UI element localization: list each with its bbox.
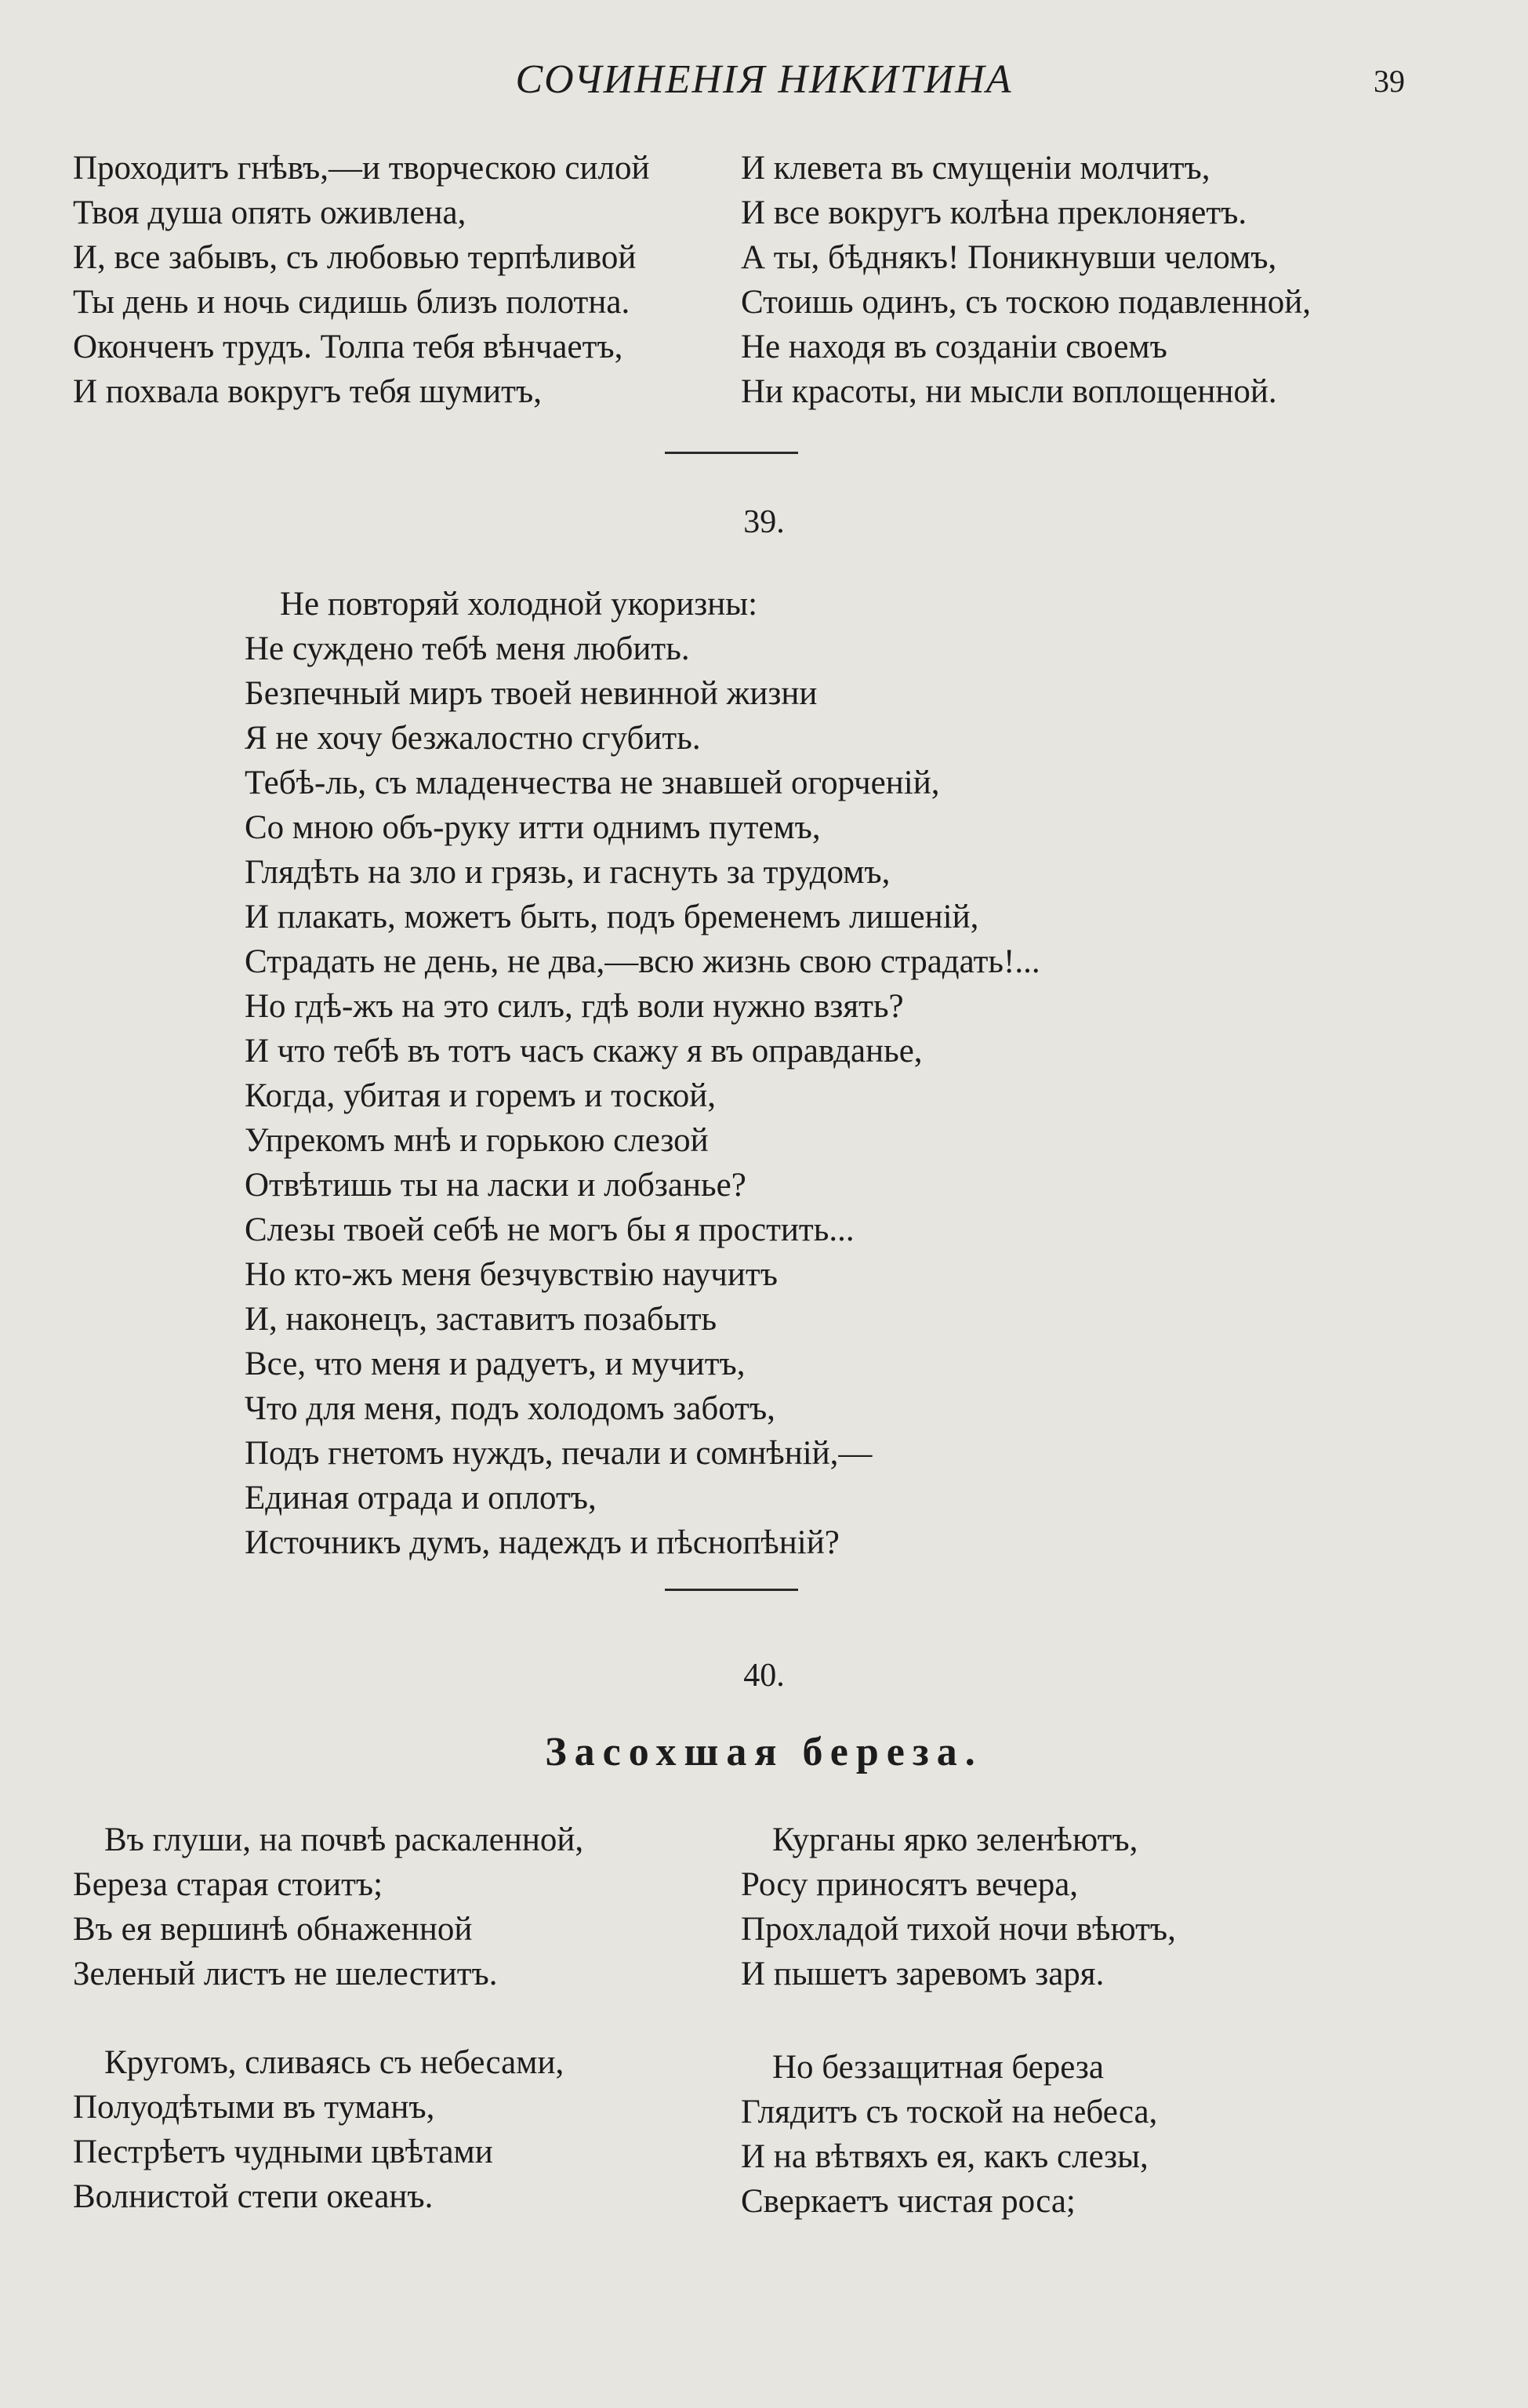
verse-line: Я не хочу безжалостно сгубить. <box>245 720 701 757</box>
verse-line: Безпечный миръ твоей невинной жизни <box>245 675 818 712</box>
poem-39-number: 39. <box>743 504 785 540</box>
verse-line: Полуодѣтыми въ туманъ, <box>73 2089 435 2126</box>
verse-line: Въ ея вершинѣ обнаженной <box>73 1911 473 1948</box>
verse-line: И клевета въ смущеніи молчитъ, <box>741 150 1210 187</box>
verse-line: Подъ гнетомъ нуждъ, печали и сомнѣній,— <box>245 1435 873 1472</box>
verse-line: А ты, бѣднякъ! Поникнувши челомъ, <box>741 239 1277 276</box>
verse-line: Слезы твоей себѣ не могъ бы я простить... <box>245 1211 855 1248</box>
verse-line: Въ глуши, на почвѣ раскаленной, <box>104 1821 584 1858</box>
verse-line: Росу приносятъ вечера, <box>741 1866 1079 1903</box>
verse-line: И, наконецъ, заставитъ позабыть <box>245 1301 717 1338</box>
poem-40-stanza-1 <box>73 1818 583 1996</box>
verse-line: Твоя душа опять оживлена, <box>73 194 466 231</box>
verse-line: И все вокругъ колѣна преклоняетъ. <box>741 194 1247 231</box>
verse-line: Но гдѣ-жъ на это силъ, гдѣ воли нужно взять? <box>245 988 904 1025</box>
poem-38-left-column <box>73 146 650 414</box>
page-number: 39 <box>1374 64 1405 99</box>
verse-line: Волнистой степи океанъ. <box>73 2178 434 2215</box>
verse-line: Глядитъ съ тоской на небеса, <box>741 2094 1158 2130</box>
verse-line: И, все забывъ, съ любовью терпѣливой <box>73 239 637 276</box>
verse-line: И что тебѣ въ тотъ часъ скажу я въ оправданье, <box>245 1033 923 1070</box>
verse-line: Глядѣть на зло и грязь, и гаснуть за трудомъ, <box>245 854 891 891</box>
section-divider <box>665 1589 798 1591</box>
verse-line: Зеленый листъ не шелеститъ. <box>73 1956 498 1992</box>
verse-line: Кругомъ, сливаясь съ небесами, <box>104 2044 564 2081</box>
verse-line: Сверкаетъ чистая роса; <box>741 2183 1076 2220</box>
verse-line: Тебѣ-ль, съ младенчества не знавшей огорченій, <box>245 765 940 801</box>
verse-line: Прохладой тихой ночи вѣютъ, <box>741 1911 1176 1948</box>
verse-line: Упрекомъ мнѣ и горькою слезой <box>245 1122 709 1159</box>
verse-line: Но кто-жъ меня безчувствію научитъ <box>245 1256 778 1293</box>
verse-line: Со мною объ-руку итти однимъ путемъ, <box>245 809 821 846</box>
running-title: СОЧИНЕНІЯ НИКИТИНА <box>515 57 1013 102</box>
verse-line: Оконченъ трудъ. Толпа тебя вѣнчаетъ, <box>73 329 623 365</box>
verse-line: Единая отрада и оплотъ, <box>245 1480 597 1516</box>
verse-line: Не повторяй холодной укоризны: <box>280 586 758 623</box>
verse-line: Все, что меня и радуетъ, и мучитъ, <box>245 1346 746 1382</box>
poem-40-stanza-3 <box>741 1818 1176 1996</box>
poem-40-number: 40. <box>743 1658 785 1694</box>
verse-line: Курганы ярко зеленѣютъ, <box>772 1821 1138 1858</box>
verse-line: И плакать, можетъ быть, подъ бременемъ лишеній, <box>245 899 979 935</box>
verse-line: Что для меня, подъ холодомъ заботъ, <box>245 1390 775 1427</box>
verse-line: И пышетъ заревомъ заря. <box>741 1956 1105 1992</box>
verse-line: Ни красоты, ни мысли воплощенной. <box>741 373 1277 410</box>
verse-line: Когда, убитая и горемъ и тоской, <box>245 1077 716 1114</box>
verse-line: Ты день и ночь сидишь близъ полотна. <box>73 284 630 321</box>
verse-line: Пестрѣетъ чудными цвѣтами <box>73 2134 493 2170</box>
verse-line: Отвѣтишь ты на ласки и лобзанье? <box>245 1167 746 1204</box>
poem-40-stanza-4 <box>741 2045 1157 2224</box>
verse-line: Но беззащитная береза <box>772 2049 1104 2086</box>
verse-line: Береза старая стоитъ; <box>73 1866 383 1903</box>
verse-line: Не суждено тебѣ меня любить. <box>245 630 690 667</box>
poem-40-stanza-2 <box>73 2040 564 2219</box>
poem-title: Засохшая береза. <box>545 1730 983 1774</box>
verse-line: Не находя въ созданіи своемъ <box>741 329 1167 365</box>
verse-line: И на вѣтвяхъ ея, какъ слезы, <box>741 2138 1149 2175</box>
poem-39-text <box>245 582 1040 1565</box>
verse-line: Страдать не день, не два,—всю жизнь свою страдать!... <box>245 943 1040 980</box>
poem-38-right-column <box>741 146 1311 414</box>
verse-line: Проходитъ гнѣвъ,—и творческою силой <box>73 150 650 187</box>
verse-line: Стоишь одинъ, съ тоскою подавленной, <box>741 284 1312 321</box>
verse-line: И похвала вокругъ тебя шумитъ, <box>73 373 542 410</box>
section-divider <box>665 452 798 454</box>
verse-line: Источникъ думъ, надеждъ и пѣснопѣній? <box>245 1524 840 1561</box>
